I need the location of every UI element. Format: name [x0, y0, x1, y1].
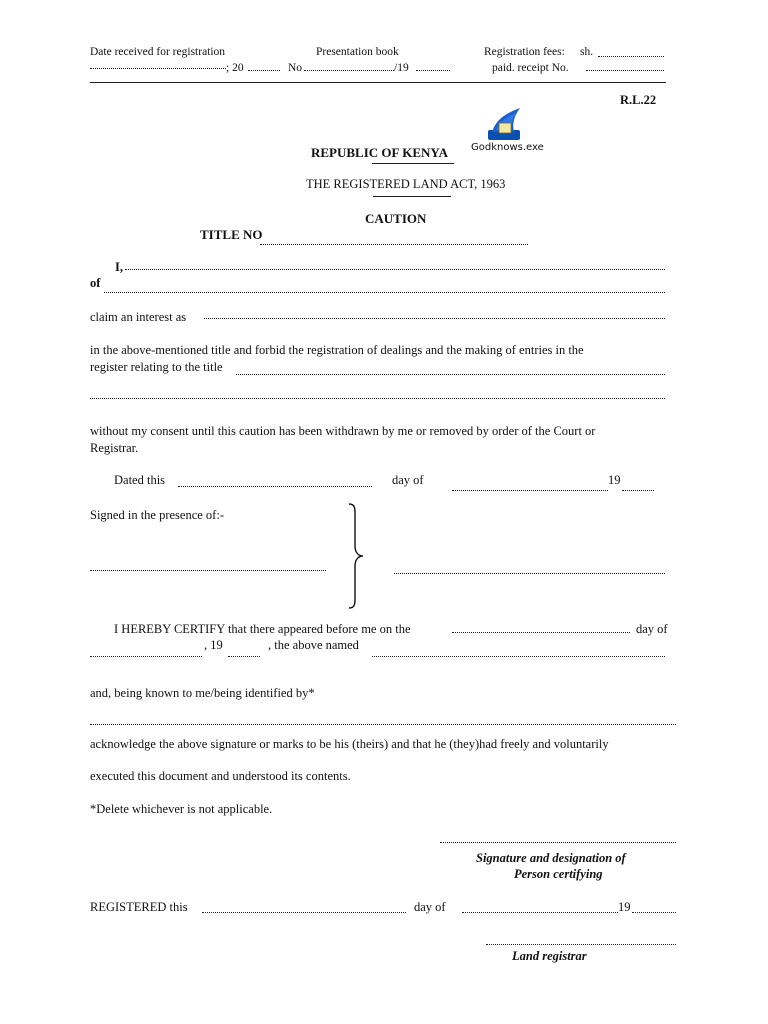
certify-day-field[interactable]	[452, 632, 630, 633]
registered-year-field[interactable]	[632, 912, 676, 913]
claim-interest-label: claim an interest as	[90, 310, 187, 324]
executed-text: executed this document and understood its contents.	[90, 769, 351, 783]
claim-interest-field[interactable]	[204, 318, 665, 319]
wizard-hat-icon[interactable]	[484, 106, 532, 146]
registered-this-label: REGISTERED this	[90, 900, 188, 914]
receipt-no-field[interactable]	[586, 70, 664, 71]
caveator-name-field[interactable]	[125, 269, 665, 270]
registered-day-of-label: day of	[414, 900, 446, 914]
republic-heading: REPUBLIC OF KENYA	[311, 145, 449, 160]
date-received-year-prefix: ; 20	[226, 62, 244, 74]
title-no-field[interactable]	[260, 244, 528, 245]
consent-text-line1: without my consent until this caution has been withdrawn by me or removed by order of the Court or	[90, 424, 596, 438]
forbid-text-line1: in the above-mentioned title and forbid the registration of dealings and the making of entries in the	[90, 343, 584, 357]
certifier-caption-line2: Person certifying	[514, 867, 603, 881]
receipt-no-label: paid. receipt No.	[492, 62, 569, 74]
icon-label[interactable]: Godknows.exe	[471, 142, 544, 153]
presentation-book-label: Presentation book	[316, 46, 399, 58]
signed-presence-label: Signed in the presence of:-	[90, 508, 224, 522]
brace-icon	[346, 502, 366, 610]
presentation-no-label: No	[288, 62, 303, 74]
dated-month-field[interactable]	[452, 490, 608, 491]
forbid-text-line2: register relating to the title	[90, 360, 223, 374]
caveator-signature-field[interactable]	[394, 573, 665, 574]
registered-day-field[interactable]	[202, 912, 406, 913]
title-reference-field-2[interactable]	[90, 398, 665, 399]
certify-above-named-label: , the above named	[268, 638, 359, 652]
form-code: R.L.22	[620, 93, 657, 107]
certifier-caption-line1: Signature and designation of	[476, 851, 626, 865]
known-identified-text: and, being known to me/being identified by*	[90, 686, 315, 700]
delete-note: *Delete whichever is not applicable.	[90, 802, 273, 816]
consent-text-line2: Registrar.	[90, 441, 139, 455]
registrar-signature-field[interactable]	[486, 944, 676, 945]
certify-day-of-label: day of	[636, 622, 668, 636]
of-label: of	[90, 276, 101, 290]
certify-month-field[interactable]	[90, 656, 202, 657]
registration-fees-currency: sh.	[580, 46, 594, 58]
caution-heading: CAUTION	[365, 211, 427, 226]
act-underline	[373, 196, 451, 197]
presentation-year-label: /19	[394, 62, 409, 74]
date-received-field[interactable]	[90, 68, 226, 69]
i-label: I,	[115, 260, 123, 274]
caveator-address-field[interactable]	[104, 292, 665, 293]
title-no-label: TITLE NO	[200, 227, 263, 242]
dated-year-prefix: 19	[608, 473, 621, 487]
registration-fees-field[interactable]	[598, 56, 664, 57]
dated-year-field[interactable]	[622, 490, 654, 491]
date-received-year-field[interactable]	[248, 70, 280, 71]
certify-year-field[interactable]	[228, 656, 260, 657]
act-heading: THE REGISTERED LAND ACT, 1963	[306, 177, 506, 191]
above-named-field[interactable]	[372, 656, 665, 657]
dated-this-label: Dated this	[114, 473, 166, 487]
presentation-no-field[interactable]	[304, 70, 394, 71]
registered-year-prefix: 19	[618, 900, 631, 914]
dated-day-field[interactable]	[178, 486, 372, 487]
witness-signature-field[interactable]	[90, 570, 326, 571]
republic-underline	[372, 163, 454, 164]
presentation-year-field[interactable]	[416, 70, 450, 71]
identified-by-field[interactable]	[90, 724, 676, 725]
certifier-signature-field[interactable]	[440, 842, 676, 843]
title-reference-field[interactable]	[236, 374, 665, 375]
date-received-label: Date received for registration	[90, 46, 226, 58]
registration-fees-label: Registration fees:	[484, 46, 565, 58]
land-registrar-caption: Land registrar	[512, 949, 587, 963]
acknowledge-text: acknowledge the above signature or marks to be his (theirs) and that he (they)had freely and voluntarily	[90, 737, 609, 751]
dated-day-of-label: day of	[392, 473, 424, 487]
certify-text-start: I HEREBY CERTIFY that there appeared before me on the	[114, 622, 411, 636]
header-divider	[90, 82, 666, 83]
certify-year-prefix: , 19	[204, 638, 223, 652]
registered-month-field[interactable]	[462, 912, 618, 913]
